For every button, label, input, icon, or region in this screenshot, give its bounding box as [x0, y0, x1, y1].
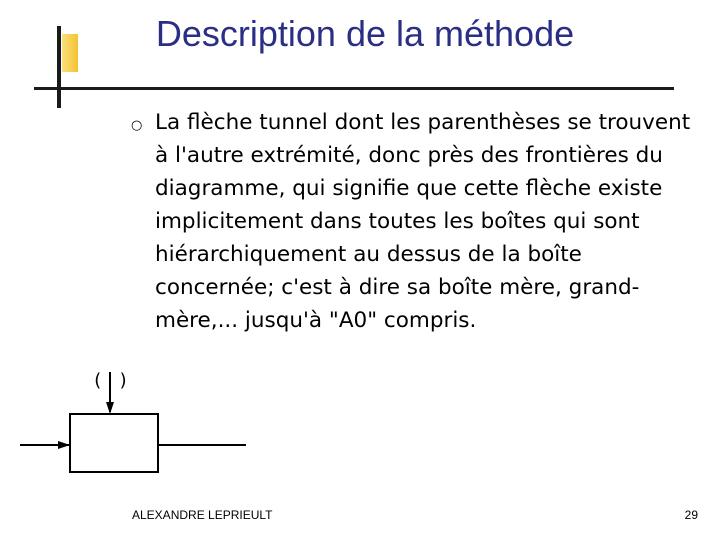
title-underline-rule [34, 87, 674, 90]
bullet-text: La flèche tunnel dont les parenthèses se trouvent à l'autre extrémité, donc près des frontières du diagramme, qui signifie que cette flèche existe implicitement dans toutes les boîtes qui sont hiérarchiquement au dessus de la boîte concernée; c'est à dire sa boîte mère, grand-mère,... jusqu'à "A0" compris. [155, 110, 691, 333]
footer-author: ALEXANDRE LEPRIEULT [132, 508, 273, 522]
activity-box [70, 414, 158, 472]
bullet-circle-icon: ○ [131, 118, 143, 133]
page-number: 29 [684, 508, 698, 522]
tunnel-open-paren: ( [92, 370, 103, 391]
tunnel-close-paren: ) [118, 370, 129, 391]
tunnel-arrow-diagram [14, 364, 254, 484]
input-arrow-head [58, 441, 70, 449]
control-arrow-head [106, 402, 114, 414]
decorative-vertical-rule [57, 26, 61, 108]
slide-title: Description de la méthode [155, 13, 575, 54]
